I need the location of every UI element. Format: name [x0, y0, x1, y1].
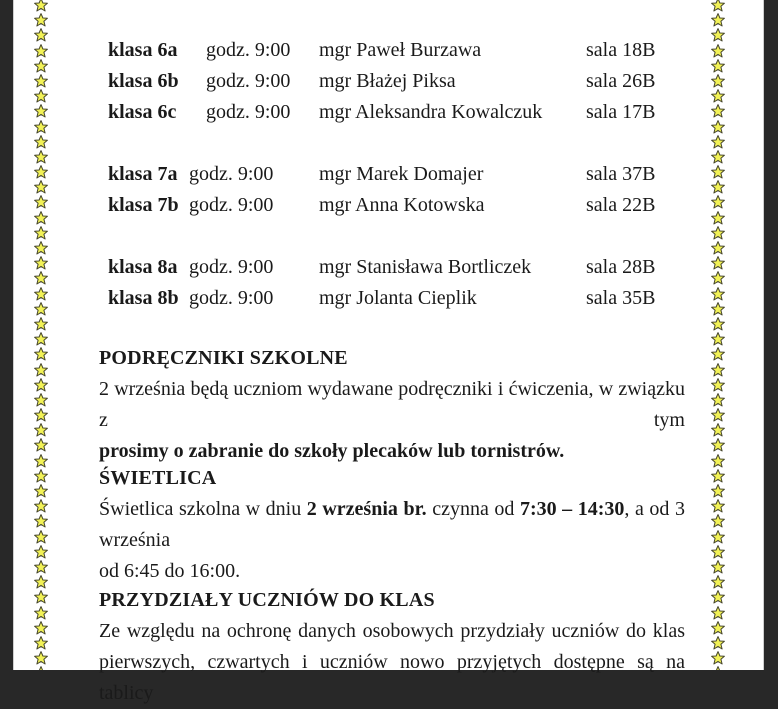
star-icon: [34, 636, 48, 650]
class-name: klasa 6b: [108, 70, 179, 92]
class-name: klasa 8b: [108, 287, 179, 309]
star-border-right: [710, 0, 726, 670]
star-icon: [34, 454, 48, 468]
star-icon: [711, 211, 725, 225]
star-icon: [34, 545, 48, 559]
star-icon: [34, 271, 48, 285]
paragraph-line: [99, 556, 685, 587]
star-icon: [34, 666, 48, 670]
schedule-group: [99, 35, 685, 128]
text-segment: czynna od: [426, 498, 520, 520]
star-icon: [34, 651, 48, 665]
section-heading: PODRĘCZNIKI SZKOLNE: [99, 347, 348, 369]
star-icon: [34, 135, 48, 149]
star-icon: [711, 165, 725, 179]
star-icon: [34, 621, 48, 635]
class-time: godz. 9:00: [206, 70, 291, 92]
class-name: klasa 6c: [108, 101, 177, 123]
star-icon: [34, 484, 48, 498]
star-icon: [34, 438, 48, 452]
table-row: [99, 252, 685, 283]
star-icon: [711, 621, 725, 635]
paragraph-line: [99, 647, 685, 709]
star-icon: [34, 13, 48, 27]
star-icon: [34, 59, 48, 73]
star-icon: [34, 302, 48, 316]
star-icon: [34, 469, 48, 483]
room-number: sala 28B: [586, 256, 656, 278]
star-icon: [34, 347, 48, 361]
class-name: klasa 8a: [108, 256, 178, 278]
star-icon: [711, 13, 725, 27]
star-icon: [34, 256, 48, 270]
star-icon: [711, 347, 725, 361]
star-icon: [34, 226, 48, 240]
star-icon: [34, 150, 48, 164]
star-icon: [34, 104, 48, 118]
star-icon: [711, 393, 725, 407]
star-icon: [711, 89, 725, 103]
text-segment: od 6:45 do 16:00.: [99, 560, 241, 582]
star-icon: [711, 651, 725, 665]
star-icon: [34, 195, 48, 209]
star-icon: [711, 44, 725, 58]
room-number: sala 26B: [586, 70, 656, 92]
text-segment: pierwszych, czwartych i uczniów nowo przyjętych dostępne są na tablicy: [99, 651, 685, 704]
star-icon: [711, 530, 725, 544]
section-heading: PRZYDZIAŁY UCZNIÓW DO KLAS: [99, 589, 435, 611]
table-row: [99, 66, 685, 97]
star-icon: [711, 332, 725, 346]
star-icon: [711, 256, 725, 270]
star-icon: [711, 363, 725, 377]
star-icon: [34, 89, 48, 103]
schedule-group: [99, 159, 685, 221]
schedule-group: [99, 252, 685, 314]
star-icon: [34, 408, 48, 422]
star-icon: [711, 499, 725, 513]
table-row: [99, 283, 685, 314]
text-segment: prosimy o zabranie do szkoły plecaków lub tornistrów.: [99, 440, 565, 462]
star-icon: [711, 271, 725, 285]
table-row: [99, 35, 685, 66]
star-icon: [34, 0, 48, 12]
star-icon: [34, 363, 48, 377]
star-icon: [711, 241, 725, 255]
star-icon: [711, 150, 725, 164]
text-segment: Ze względu na ochronę danych osobowych przydziały uczniów do klas: [99, 620, 685, 642]
star-icon: [711, 575, 725, 589]
teacher-name: mgr Anna Kotowska: [319, 194, 485, 216]
star-icon: [711, 423, 725, 437]
star-icon: [34, 180, 48, 194]
room-number: sala 37B: [586, 163, 656, 185]
class-name: klasa 7a: [108, 163, 178, 185]
star-icon: [711, 560, 725, 574]
star-icon: [34, 165, 48, 179]
class-name: klasa 6a: [108, 39, 178, 61]
class-time: godz. 9:00: [189, 163, 274, 185]
class-schedule-table: [99, 35, 685, 345]
star-icon: [711, 180, 725, 194]
class-time: godz. 9:00: [206, 39, 291, 61]
text-segment: 2 września będą uczniom wydawane podręczniki i ćwiczenia, w związku z tym: [99, 378, 685, 431]
star-icon: [711, 195, 725, 209]
text-segment: , a od 3 września: [99, 498, 685, 551]
document-section: [99, 463, 685, 587]
star-icon: [711, 104, 725, 118]
paragraph-line: [99, 494, 685, 556]
star-icon: [711, 454, 725, 468]
star-icon: [711, 606, 725, 620]
star-icon: [34, 44, 48, 58]
star-icon: [711, 317, 725, 331]
star-icon: [711, 287, 725, 301]
teacher-name: mgr Błażej Piksa: [319, 70, 456, 92]
document-page: [13, 0, 764, 704]
class-name: klasa 7b: [108, 194, 179, 216]
room-number: sala 35B: [586, 287, 656, 309]
table-row: [99, 190, 685, 221]
star-icon: [34, 606, 48, 620]
star-icon: [711, 59, 725, 73]
class-time: godz. 9:00: [206, 101, 291, 123]
section-heading: ŚWIETLICA: [99, 467, 217, 489]
star-icon: [711, 378, 725, 392]
star-icon: [711, 408, 725, 422]
star-icon: [711, 135, 725, 149]
document-section: [99, 585, 685, 709]
star-icon: [711, 438, 725, 452]
star-icon: [34, 590, 48, 604]
teacher-name: mgr Marek Domajer: [319, 163, 484, 185]
star-icon: [711, 74, 725, 88]
class-time: godz. 9:00: [189, 256, 274, 278]
star-icon: [711, 666, 725, 670]
star-icon: [34, 211, 48, 225]
star-icon: [34, 317, 48, 331]
room-number: sala 18B: [586, 39, 656, 61]
star-icon: [34, 575, 48, 589]
teacher-name: mgr Aleksandra Kowalczuk: [319, 101, 543, 123]
document-content: [99, 0, 685, 704]
star-icon: [711, 0, 725, 12]
star-icon: [711, 120, 725, 134]
table-row: [99, 97, 685, 128]
star-icon: [711, 469, 725, 483]
room-number: sala 17B: [586, 101, 656, 123]
star-icon: [34, 287, 48, 301]
star-icon: [711, 636, 725, 650]
star-icon: [34, 560, 48, 574]
document-section: [99, 343, 685, 467]
star-icon: [34, 74, 48, 88]
star-icon: [34, 120, 48, 134]
star-icon: [34, 378, 48, 392]
text-segment: 7:30 – 14:30: [519, 498, 625, 520]
star-icon: [34, 332, 48, 346]
class-time: godz. 9:00: [189, 194, 274, 216]
star-border-left: [33, 0, 49, 670]
text-segment: 2 września br.: [306, 498, 427, 520]
star-icon: [711, 545, 725, 559]
star-icon: [34, 241, 48, 255]
star-icon: [711, 590, 725, 604]
star-icon: [711, 484, 725, 498]
star-icon: [34, 499, 48, 513]
teacher-name: mgr Stanisława Bortliczek: [319, 256, 532, 278]
star-icon: [34, 514, 48, 528]
class-time: godz. 9:00: [189, 287, 274, 309]
paragraph-line: [99, 374, 685, 436]
star-icon: [34, 28, 48, 42]
star-icon: [34, 423, 48, 437]
star-icon: [711, 226, 725, 240]
room-number: sala 22B: [586, 194, 656, 216]
star-icon: [711, 302, 725, 316]
paragraph-line: [99, 616, 685, 647]
star-icon: [711, 514, 725, 528]
text-segment: Świetlica szkolna w dniu: [99, 498, 307, 520]
table-row: [99, 159, 685, 190]
star-icon: [34, 530, 48, 544]
star-icon: [711, 28, 725, 42]
teacher-name: mgr Paweł Burzawa: [319, 39, 482, 61]
star-icon: [34, 393, 48, 407]
teacher-name: mgr Jolanta Cieplik: [319, 287, 477, 309]
